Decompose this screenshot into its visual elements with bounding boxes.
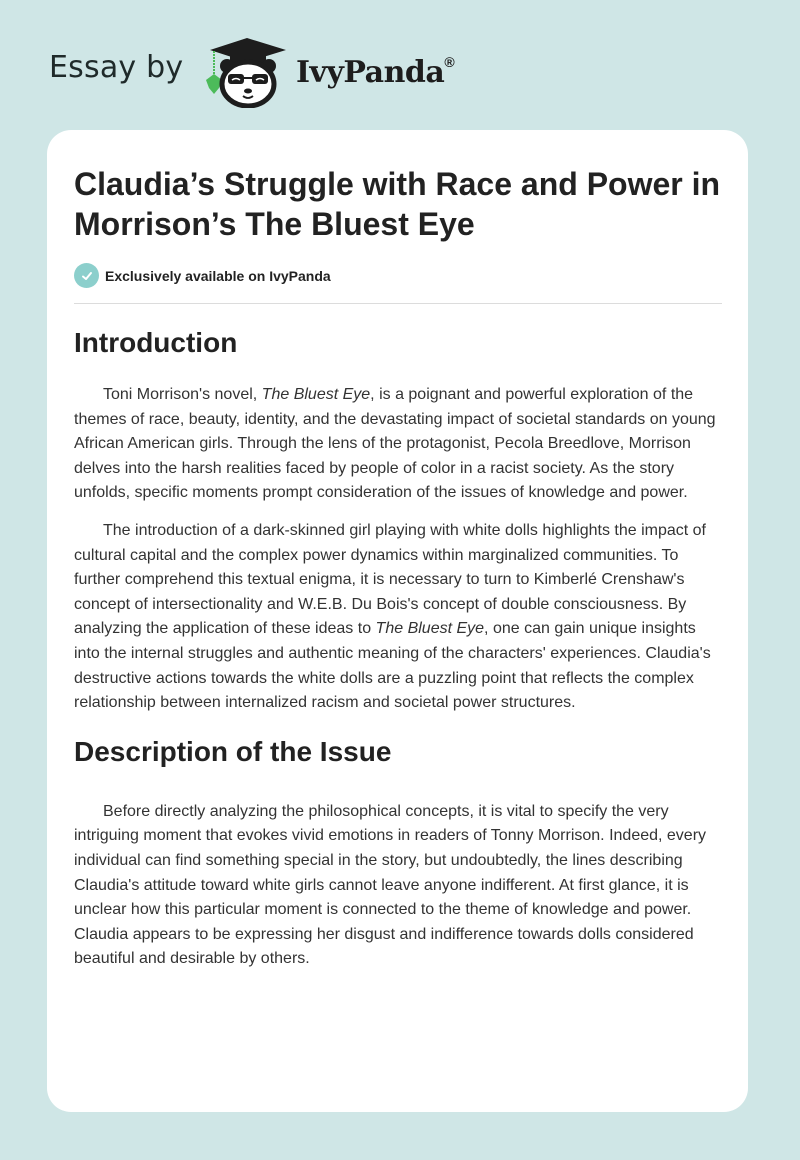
section-introduction bbox=[74, 325, 724, 716]
exclusive-badge-text: Exclusively available on IvyPanda bbox=[105, 267, 331, 284]
paragraph: The introduction of a dark-skinned girl playing with white dolls highlights the impact of cultural capital and the complex power dynamics within marginalized communities. To further comprehend this textual enigma, it is necessary to turn to Kimberlé Crenshaw's concept of intersectionality and W.E.B. Du Bois's concept of double consciousness. By analyzing the application of these ideas to The Bluest Eye, one can gain unique insights into the internal struggles and authentic meaning of the characters' experiences. Claudia's destructive actions towards the white dolls are a puzzling point that reflects the complex relationship between internalized racism and societal power structures. bbox=[74, 521, 711, 712]
essay-body bbox=[74, 325, 724, 985]
section-heading: Introduction bbox=[74, 327, 238, 358]
paragraph: Before directly analyzing the philosophical concepts, it is vital to specify the very intriguing moment that evokes vivid emotions in readers of Tonny Morrison. Indeed, every individual can find something special in the story, but undoubtedly, the lines describing Claudia's attitude toward white girls cannot leave anyone indifferent. At first glance, it is unclear how this particular moment is connected to the theme of knowledge and power. Claudia appears to be expressing her disgust and indifference towards dolls considered beautiful and desirable by others. bbox=[74, 802, 707, 968]
brand-text: IvyPanda bbox=[296, 55, 445, 90]
essay-by-label: Essay by bbox=[49, 50, 184, 85]
book-title: The Bluest Eye bbox=[261, 386, 371, 403]
check-circle-icon bbox=[74, 263, 99, 288]
section-heading: Description of the Issue bbox=[74, 735, 392, 767]
site-header bbox=[0, 0, 800, 130]
title-divider bbox=[74, 303, 722, 304]
section-description-of-issue bbox=[74, 734, 724, 972]
book-title: The Bluest Eye bbox=[375, 620, 485, 638]
essay-card bbox=[47, 130, 748, 1112]
brand-name[interactable] bbox=[296, 55, 454, 90]
page-title: Claudia’s Struggle with Race and Power in Morrison’s The Bluest Eye bbox=[74, 166, 721, 242]
panda-graduate-icon[interactable] bbox=[202, 36, 292, 108]
registered-mark: ® bbox=[444, 54, 455, 70]
exclusive-badge bbox=[74, 263, 331, 288]
paragraph: Toni Morrison's novel, The Bluest Eye, is a poignant and powerful exploration of the themes of race, beauty, identity, and the devastating impact of societal standards on young African American girls. Through the lens of the protagonist, Pecola Breedlove, Morrison delves into the harsh realities faced by people of color in a racist society. As the story unfolds, specific moments prompt consideration of the issues of knowledge and power. bbox=[74, 386, 716, 502]
